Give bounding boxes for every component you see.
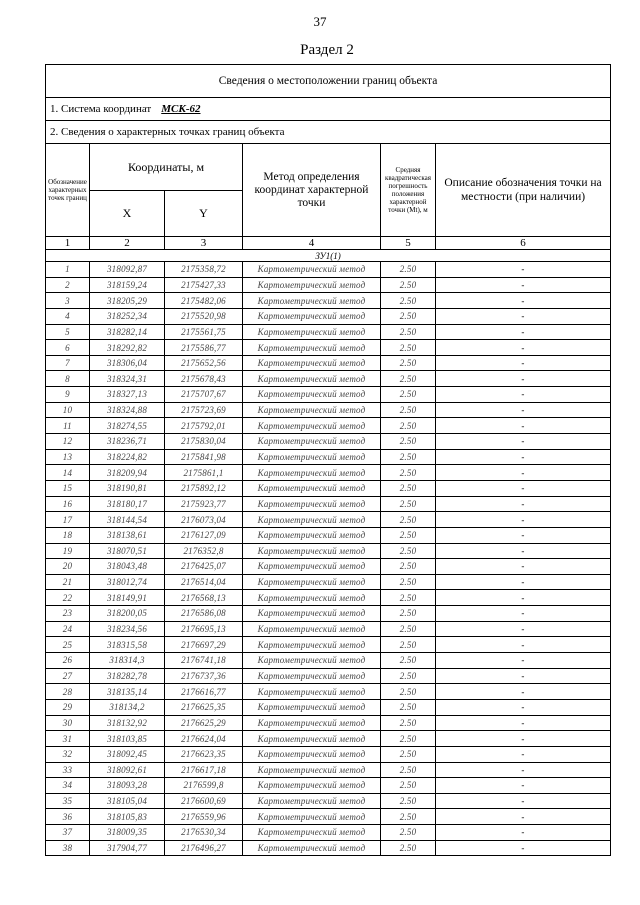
description-cell: - — [436, 324, 611, 340]
table-row — [46, 262, 611, 278]
method-cell: Картометрический метод — [243, 825, 381, 841]
description-cell: - — [436, 402, 611, 418]
y-coordinate-cell: 2176617,18 — [165, 762, 243, 778]
table-row — [46, 653, 611, 669]
table-row — [46, 543, 611, 559]
method-cell: Картометрический метод — [243, 590, 381, 606]
x-coordinate-cell: 318043,48 — [90, 559, 165, 575]
x-coordinate-cell: 318224,82 — [90, 449, 165, 465]
point-number-cell: 30 — [46, 715, 90, 731]
rmse-cell: 2.50 — [381, 715, 436, 731]
y-coordinate-cell: 2175586,77 — [165, 340, 243, 356]
table-row — [46, 512, 611, 528]
y-coordinate-cell: 2175923,77 — [165, 496, 243, 512]
x-coordinate-cell: 318209,94 — [90, 465, 165, 481]
point-number-cell: 3 — [46, 293, 90, 309]
rmse-cell: 2.50 — [381, 778, 436, 794]
page-number: 37 — [313, 14, 327, 29]
description-cell: - — [436, 793, 611, 809]
column-number: 2 — [90, 237, 165, 250]
method-cell: Картометрический метод — [243, 277, 381, 293]
point-number-cell: 12 — [46, 434, 90, 450]
table-row — [46, 731, 611, 747]
table-row — [46, 355, 611, 371]
description-cell: - — [436, 512, 611, 528]
point-number-cell: 7 — [46, 355, 90, 371]
x-coordinate-cell: 318092,61 — [90, 762, 165, 778]
table-row — [46, 371, 611, 387]
x-coordinate-cell: 318180,17 — [90, 496, 165, 512]
description-cell: - — [436, 653, 611, 669]
y-coordinate-cell: 2176625,35 — [165, 699, 243, 715]
description-cell: - — [436, 371, 611, 387]
description-cell: - — [436, 340, 611, 356]
x-coordinate-cell: 318236,71 — [90, 434, 165, 450]
description-cell: - — [436, 825, 611, 841]
rmse-cell: 2.50 — [381, 293, 436, 309]
method-cell: Картометрический метод — [243, 637, 381, 653]
x-coordinate-cell: 318093,28 — [90, 778, 165, 794]
x-coordinate-cell: 318105,04 — [90, 793, 165, 809]
x-coordinate-cell: 318200,05 — [90, 606, 165, 622]
point-number-cell: 5 — [46, 324, 90, 340]
x-coordinate-cell: 318012,74 — [90, 574, 165, 590]
table-row — [46, 449, 611, 465]
table-row — [46, 825, 611, 841]
y-coordinate-cell: 2175358,72 — [165, 262, 243, 278]
rmse-cell: 2.50 — [381, 512, 436, 528]
rmse-cell: 2.50 — [381, 668, 436, 684]
x-coordinate-cell: 318282,78 — [90, 668, 165, 684]
y-coordinate-cell: 2175792,01 — [165, 418, 243, 434]
table-row — [46, 606, 611, 622]
rmse-cell: 2.50 — [381, 793, 436, 809]
method-cell: Картометрический метод — [243, 434, 381, 450]
header-x: X — [90, 191, 165, 237]
point-number-cell: 9 — [46, 387, 90, 403]
method-cell: Картометрический метод — [243, 574, 381, 590]
description-cell: - — [436, 262, 611, 278]
rmse-cell: 2.50 — [381, 308, 436, 324]
description-cell: - — [436, 746, 611, 762]
table-body — [46, 262, 611, 856]
header-coordinates: Координаты, м — [90, 144, 243, 191]
y-coordinate-cell: 2175830,04 — [165, 434, 243, 450]
point-number-cell: 6 — [46, 340, 90, 356]
method-cell: Картометрический метод — [243, 731, 381, 747]
point-number-cell: 28 — [46, 684, 90, 700]
rmse-cell: 2.50 — [381, 590, 436, 606]
rmse-cell: 2.50 — [381, 746, 436, 762]
rmse-cell: 2.50 — [381, 480, 436, 496]
x-coordinate-cell: 318070,51 — [90, 543, 165, 559]
point-number-cell: 20 — [46, 559, 90, 575]
point-number-cell: 25 — [46, 637, 90, 653]
method-cell: Картометрический метод — [243, 512, 381, 528]
point-number-cell: 23 — [46, 606, 90, 622]
description-cell: - — [436, 387, 611, 403]
point-number-cell: 11 — [46, 418, 90, 434]
y-coordinate-cell: 2176073,04 — [165, 512, 243, 528]
method-cell: Картометрический метод — [243, 840, 381, 856]
description-cell: - — [436, 527, 611, 543]
y-coordinate-cell: 2176600,69 — [165, 793, 243, 809]
y-coordinate-cell: 2176352,8 — [165, 543, 243, 559]
y-coordinate-cell: 2175678,43 — [165, 371, 243, 387]
table-row — [46, 465, 611, 481]
rmse-cell: 2.50 — [381, 262, 436, 278]
y-coordinate-cell: 2175652,56 — [165, 355, 243, 371]
table-row — [46, 527, 611, 543]
point-number-cell: 37 — [46, 825, 90, 841]
point-number-cell: 21 — [46, 574, 90, 590]
table-row — [46, 746, 611, 762]
x-coordinate-cell: 318134,2 — [90, 699, 165, 715]
point-number-cell: 34 — [46, 778, 90, 794]
table-row — [46, 793, 611, 809]
y-coordinate-cell: 2176127,09 — [165, 527, 243, 543]
x-coordinate-cell: 318144,54 — [90, 512, 165, 528]
description-cell: - — [436, 277, 611, 293]
y-coordinate-cell: 2176624,04 — [165, 731, 243, 747]
method-cell: Картометрический метод — [243, 559, 381, 575]
point-number-cell: 33 — [46, 762, 90, 778]
method-cell: Картометрический метод — [243, 543, 381, 559]
table-row — [46, 762, 611, 778]
y-coordinate-cell: 2176625,29 — [165, 715, 243, 731]
point-number-cell: 1 — [46, 262, 90, 278]
x-coordinate-cell: 318138,61 — [90, 527, 165, 543]
column-number: 3 — [165, 237, 243, 250]
description-cell: - — [436, 684, 611, 700]
y-coordinate-cell: 2175861,1 — [165, 465, 243, 481]
point-number-cell: 36 — [46, 809, 90, 825]
rmse-cell: 2.50 — [381, 840, 436, 856]
rmse-cell: 2.50 — [381, 543, 436, 559]
x-coordinate-cell: 318306,04 — [90, 355, 165, 371]
table-row — [46, 840, 611, 856]
point-number-cell: 32 — [46, 746, 90, 762]
y-coordinate-cell: 2175482,06 — [165, 293, 243, 309]
description-cell: - — [436, 308, 611, 324]
y-coordinate-cell: 2176616,77 — [165, 684, 243, 700]
description-cell: - — [436, 449, 611, 465]
point-number-cell: 13 — [46, 449, 90, 465]
description-cell: - — [436, 699, 611, 715]
point-number-cell: 24 — [46, 621, 90, 637]
header-description: Описание обозначения точки на местности (при наличии) — [436, 144, 611, 237]
rmse-cell: 2.50 — [381, 355, 436, 371]
rmse-cell: 2.50 — [381, 637, 436, 653]
x-coordinate-cell: 318190,81 — [90, 480, 165, 496]
table-row — [46, 340, 611, 356]
point-number-cell: 8 — [46, 371, 90, 387]
x-coordinate-cell: 318092,87 — [90, 262, 165, 278]
description-cell: - — [436, 543, 611, 559]
y-coordinate-cell: 2175427,33 — [165, 277, 243, 293]
table-row — [46, 699, 611, 715]
x-coordinate-cell: 318009,35 — [90, 825, 165, 841]
y-coordinate-cell: 2176425,07 — [165, 559, 243, 575]
rmse-cell: 2.50 — [381, 699, 436, 715]
table-row — [46, 496, 611, 512]
table-row — [46, 308, 611, 324]
x-coordinate-cell: 318324,31 — [90, 371, 165, 387]
table-row — [46, 293, 611, 309]
coord-system-row — [46, 98, 611, 121]
description-cell: - — [436, 809, 611, 825]
header-rmse: Средняя квадратическая погрешность положения характерной точки (Mt), м — [381, 144, 436, 237]
description-cell: - — [436, 355, 611, 371]
header-method: Метод определения координат характерной точки — [243, 144, 381, 237]
x-coordinate-cell: 318105,83 — [90, 809, 165, 825]
method-cell: Картометрический метод — [243, 402, 381, 418]
description-cell: - — [436, 590, 611, 606]
method-cell: Картометрический метод — [243, 293, 381, 309]
point-number-cell: 35 — [46, 793, 90, 809]
description-cell: - — [436, 480, 611, 496]
method-cell: Картометрический метод — [243, 340, 381, 356]
header-y: Y — [165, 191, 243, 237]
y-coordinate-cell: 2176695,13 — [165, 621, 243, 637]
column-number: 1 — [46, 237, 90, 250]
x-coordinate-cell: 318292,82 — [90, 340, 165, 356]
rmse-cell: 2.50 — [381, 449, 436, 465]
x-coordinate-cell: 318205,29 — [90, 293, 165, 309]
method-cell: Картометрический метод — [243, 699, 381, 715]
method-cell: Картометрический метод — [243, 355, 381, 371]
rmse-cell: 2.50 — [381, 434, 436, 450]
method-cell: Картометрический метод — [243, 793, 381, 809]
method-cell: Картометрический метод — [243, 668, 381, 684]
table-row — [46, 418, 611, 434]
x-coordinate-cell: 318282,14 — [90, 324, 165, 340]
method-cell: Картометрический метод — [243, 262, 381, 278]
coord-system-label: 1. Система координат — [50, 103, 152, 115]
boundary-table — [45, 64, 611, 856]
method-cell: Картометрический метод — [243, 496, 381, 512]
x-coordinate-cell: 318092,45 — [90, 746, 165, 762]
method-cell: Картометрический метод — [243, 606, 381, 622]
y-coordinate-cell: 2176586,08 — [165, 606, 243, 622]
description-cell: - — [436, 731, 611, 747]
method-cell: Картометрический метод — [243, 621, 381, 637]
point-number-cell: 27 — [46, 668, 90, 684]
rmse-cell: 2.50 — [381, 684, 436, 700]
point-number-cell: 14 — [46, 465, 90, 481]
rmse-cell: 2.50 — [381, 277, 436, 293]
method-cell: Картометрический метод — [243, 465, 381, 481]
description-cell: - — [436, 496, 611, 512]
point-number-cell: 4 — [46, 308, 90, 324]
description-cell: - — [436, 606, 611, 622]
y-coordinate-cell: 2175841,98 — [165, 449, 243, 465]
rmse-cell: 2.50 — [381, 387, 436, 403]
table-row — [46, 668, 611, 684]
column-number: 4 — [243, 237, 381, 250]
x-coordinate-cell: 318324,88 — [90, 402, 165, 418]
table-row — [46, 574, 611, 590]
method-cell: Картометрический метод — [243, 527, 381, 543]
y-coordinate-cell: 2175707,67 — [165, 387, 243, 403]
description-cell: - — [436, 715, 611, 731]
rmse-cell: 2.50 — [381, 809, 436, 825]
rmse-cell: 2.50 — [381, 653, 436, 669]
rmse-cell: 2.50 — [381, 559, 436, 575]
rmse-cell: 2.50 — [381, 527, 436, 543]
y-coordinate-cell: 2176530,34 — [165, 825, 243, 841]
rmse-cell: 2.50 — [381, 418, 436, 434]
x-coordinate-cell: 318327,13 — [90, 387, 165, 403]
description-cell: - — [436, 574, 611, 590]
method-cell: Картометрический метод — [243, 762, 381, 778]
table-row — [46, 715, 611, 731]
rmse-cell: 2.50 — [381, 762, 436, 778]
y-coordinate-cell: 2176559,96 — [165, 809, 243, 825]
y-coordinate-cell: 2176741,18 — [165, 653, 243, 669]
x-coordinate-cell: 317904,77 — [90, 840, 165, 856]
rmse-cell: 2.50 — [381, 496, 436, 512]
point-number-cell: 26 — [46, 653, 90, 669]
rmse-cell: 2.50 — [381, 825, 436, 841]
method-cell: Картометрический метод — [243, 778, 381, 794]
description-cell: - — [436, 778, 611, 794]
table-row — [46, 637, 611, 653]
method-cell: Картометрический метод — [243, 387, 381, 403]
x-coordinate-cell: 318135,14 — [90, 684, 165, 700]
y-coordinate-cell: 2176514,04 — [165, 574, 243, 590]
table-row — [46, 277, 611, 293]
y-coordinate-cell: 2176737,36 — [165, 668, 243, 684]
x-coordinate-cell: 318315,58 — [90, 637, 165, 653]
y-coordinate-cell: 2175520,98 — [165, 308, 243, 324]
rmse-cell: 2.50 — [381, 621, 436, 637]
point-number-cell: 31 — [46, 731, 90, 747]
table-row — [46, 434, 611, 450]
method-cell: Картометрический метод — [243, 449, 381, 465]
point-number-cell: 19 — [46, 543, 90, 559]
point-number-cell: 17 — [46, 512, 90, 528]
table-row — [46, 402, 611, 418]
rmse-cell: 2.50 — [381, 371, 436, 387]
table-title: Сведения о местоположении границ объекта — [46, 65, 611, 98]
point-number-cell: 29 — [46, 699, 90, 715]
method-cell: Картометрический метод — [243, 684, 381, 700]
description-cell: - — [436, 840, 611, 856]
description-cell: - — [436, 559, 611, 575]
description-cell: - — [436, 621, 611, 637]
x-coordinate-cell: 318234,56 — [90, 621, 165, 637]
zone-label: ЗУ1(1) — [46, 250, 611, 262]
rmse-cell: 2.50 — [381, 340, 436, 356]
method-cell: Картометрический метод — [243, 746, 381, 762]
column-numbers-row — [46, 237, 611, 250]
x-coordinate-cell: 318252,34 — [90, 308, 165, 324]
table-row — [46, 559, 611, 575]
x-coordinate-cell: 318149,91 — [90, 590, 165, 606]
x-coordinate-cell: 318159,24 — [90, 277, 165, 293]
method-cell: Картометрический метод — [243, 308, 381, 324]
table-row — [46, 684, 611, 700]
points-heading: 2. Сведения о характерных точках границ объекта — [46, 121, 611, 144]
section-title: Раздел 2 — [300, 42, 354, 58]
description-cell: - — [436, 418, 611, 434]
point-number-cell: 10 — [46, 402, 90, 418]
x-coordinate-cell: 318274,55 — [90, 418, 165, 434]
description-cell: - — [436, 637, 611, 653]
method-cell: Картометрический метод — [243, 480, 381, 496]
column-number: 5 — [381, 237, 436, 250]
table-row — [46, 778, 611, 794]
y-coordinate-cell: 2176697,29 — [165, 637, 243, 653]
y-coordinate-cell: 2176599,8 — [165, 778, 243, 794]
rmse-cell: 2.50 — [381, 324, 436, 340]
y-coordinate-cell: 2175561,75 — [165, 324, 243, 340]
rmse-cell: 2.50 — [381, 606, 436, 622]
y-coordinate-cell: 2175892,12 — [165, 480, 243, 496]
method-cell: Картометрический метод — [243, 715, 381, 731]
table-row — [46, 324, 611, 340]
rmse-cell: 2.50 — [381, 465, 436, 481]
method-cell: Картометрический метод — [243, 324, 381, 340]
point-number-cell: 22 — [46, 590, 90, 606]
rmse-cell: 2.50 — [381, 574, 436, 590]
point-number-cell: 16 — [46, 496, 90, 512]
description-cell: - — [436, 762, 611, 778]
rmse-cell: 2.50 — [381, 731, 436, 747]
description-cell: - — [436, 668, 611, 684]
description-cell: - — [436, 434, 611, 450]
table-row — [46, 590, 611, 606]
column-number: 6 — [436, 237, 611, 250]
table-row — [46, 621, 611, 637]
y-coordinate-cell: 2176568,13 — [165, 590, 243, 606]
method-cell: Картометрический метод — [243, 653, 381, 669]
description-cell: - — [436, 465, 611, 481]
point-number-cell: 2 — [46, 277, 90, 293]
y-coordinate-cell: 2176623,35 — [165, 746, 243, 762]
point-number-cell: 38 — [46, 840, 90, 856]
y-coordinate-cell: 2176496,27 — [165, 840, 243, 856]
point-number-cell: 18 — [46, 527, 90, 543]
coord-system-value: МСК-62 — [161, 103, 201, 115]
table-row — [46, 480, 611, 496]
table-row — [46, 809, 611, 825]
method-cell: Картометрический метод — [243, 809, 381, 825]
table-row — [46, 387, 611, 403]
method-cell: Картометрический метод — [243, 371, 381, 387]
method-cell: Картометрический метод — [243, 418, 381, 434]
x-coordinate-cell: 318314,3 — [90, 653, 165, 669]
description-cell: - — [436, 293, 611, 309]
point-number-cell: 15 — [46, 480, 90, 496]
x-coordinate-cell: 318132,92 — [90, 715, 165, 731]
x-coordinate-cell: 318103,85 — [90, 731, 165, 747]
y-coordinate-cell: 2175723,69 — [165, 402, 243, 418]
header-point-designation: Обозначение характерных точек границ — [46, 144, 90, 237]
rmse-cell: 2.50 — [381, 402, 436, 418]
